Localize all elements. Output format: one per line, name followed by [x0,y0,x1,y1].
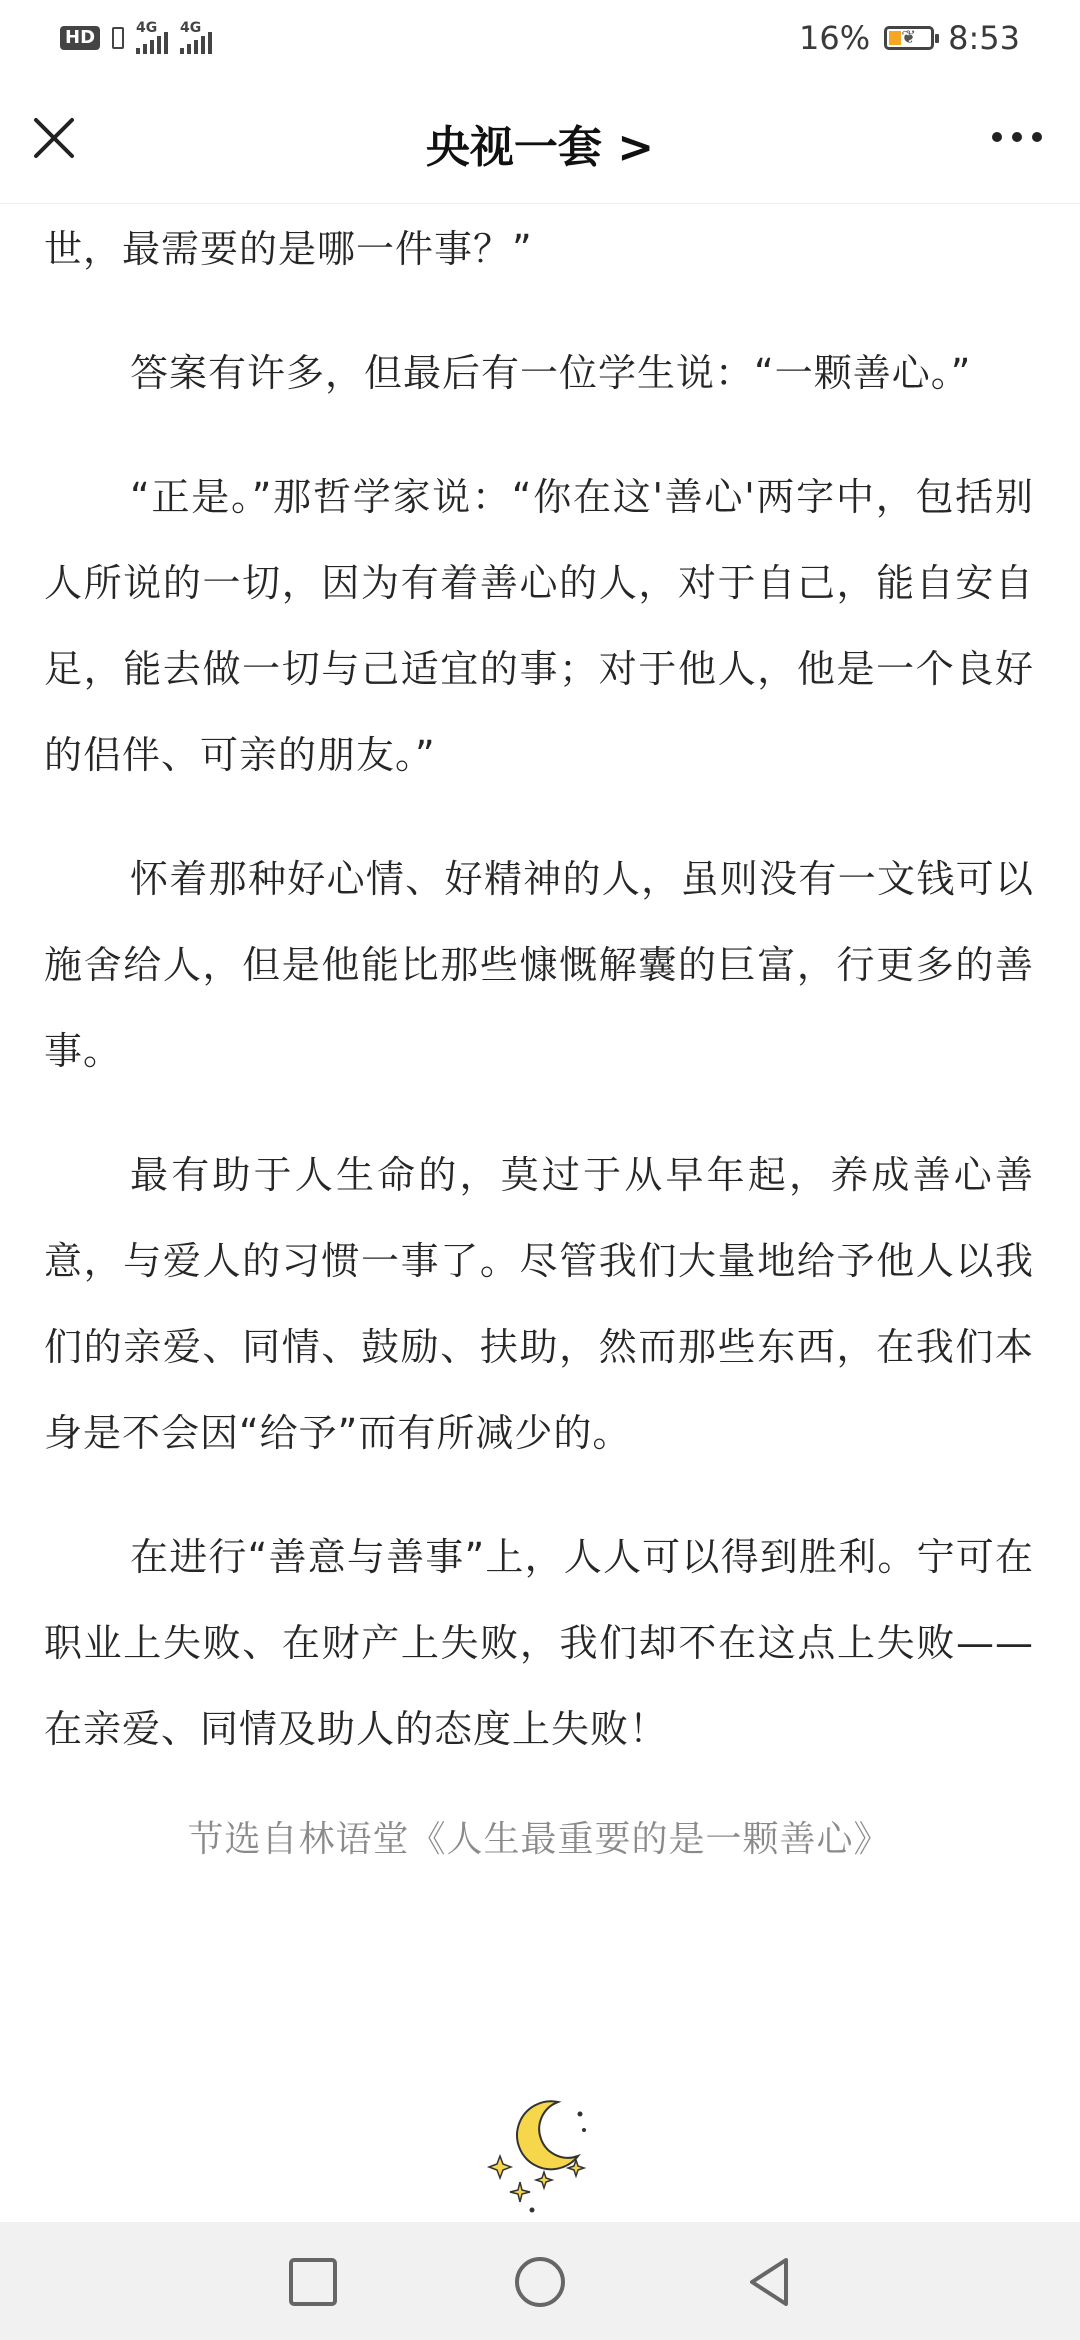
network-label-2: 4G [180,20,202,36]
account-title[interactable]: 央视一套 > [425,122,655,173]
hd-badge: HD [60,26,100,50]
paragraph: 在进行“善意与善事”上，人人可以得到胜利。宁可在职业上失败、在财产上失败，我们却不在这点上失败——在亲爱、同情及助人的态度上失败！ [44,1535,1034,1751]
paragraph: 怀着那种好心情、好精神的人，虽则没有一文钱可以施舍给人，但是他能比那些慷慨解囊的巨富，行更多的善事。 [44,857,1034,1073]
power-saving-icon: ❦ [901,27,917,48]
signal-icon-1 [136,22,168,54]
battery-icon [884,26,934,50]
paragraph: 世，最需要的是哪一件事？” [44,227,533,271]
paragraph: “正是。”那哲学家说：“你在这'善心'两字中，包括别人所说的一切，因为有着善心的人，对于自己，能自安自足，能去做一切与己适宜的事；对于他人，他是一个良好的侣伴、可亲的朋友。” [44,475,1034,777]
article-source: 节选自林语堂《人生最重要的是一颗善心》 [187,1819,891,1860]
battery-fill [889,31,901,45]
back-icon[interactable] [742,2254,798,2310]
home-icon[interactable] [512,2254,568,2310]
clock: 8:53 [948,19,1020,57]
paragraph: 最有助于人生命的，莫过于从早年起，养成善心善意，与爱人的习惯一事了。尽管我们大量地给予他人以我们的亲爱、同情、鼓励、扶助，然而那些东西，在我们本身是不会因“给予”而有所减少的。 [44,1153,1034,1455]
status-left [60,22,212,54]
status-bar [0,0,1080,76]
moon-stars-icon [480,2090,600,2220]
battery-percent: 16% [799,19,871,57]
system-nav-bar [0,2222,1080,2340]
hd-sub-icon [112,27,124,49]
paragraph: 答案有许多，但最后有一位学生说：“一颗善心。” [130,351,972,395]
article-body [44,206,1034,1870]
top-nav-bar [0,76,1080,204]
recents-icon[interactable] [285,2254,341,2310]
status-right [799,19,1020,57]
more-icon[interactable] [992,132,1042,142]
signal-icon-2 [180,22,212,54]
network-label-1: 4G [136,20,158,36]
